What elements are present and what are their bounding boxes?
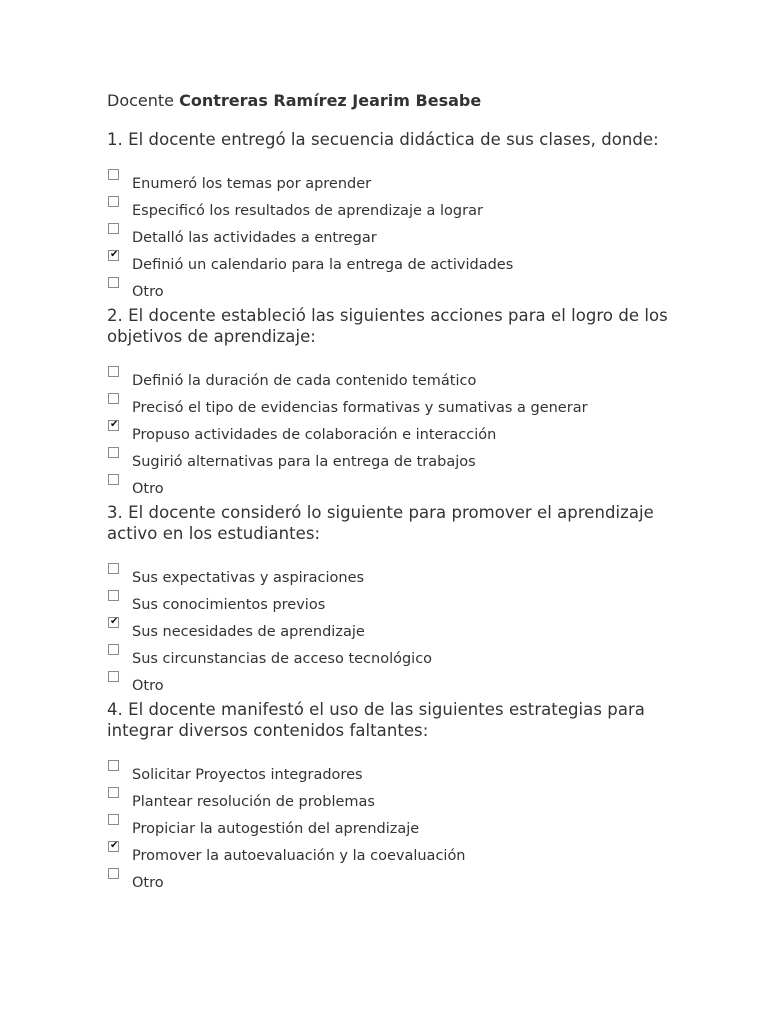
unchecked-checkbox[interactable] <box>108 169 119 180</box>
option-label: Otro <box>132 678 164 694</box>
option-item[interactable] <box>107 672 707 699</box>
option-item[interactable] <box>107 394 707 421</box>
unchecked-checkbox[interactable] <box>108 868 119 879</box>
unchecked-checkbox[interactable] <box>108 196 119 207</box>
checkmark-icon: ✔ <box>110 840 119 851</box>
checked-checkbox[interactable] <box>108 841 119 852</box>
option-label: Propiciar la autogestión del aprendizaje <box>132 821 420 837</box>
option-label: Otro <box>132 481 164 497</box>
option-list <box>107 170 707 305</box>
unchecked-checkbox[interactable] <box>108 223 119 234</box>
option-label: Otro <box>132 284 164 300</box>
option-item[interactable] <box>107 815 707 842</box>
option-item[interactable] <box>107 367 707 394</box>
option-item[interactable] <box>107 645 707 672</box>
option-item[interactable] <box>107 224 707 251</box>
option-label: Enumeró los temas por aprender <box>132 176 372 192</box>
question-2 <box>107 305 707 502</box>
option-label: Otro <box>132 875 164 891</box>
checkmark-icon: ✔ <box>110 249 119 260</box>
option-item[interactable] <box>107 448 707 475</box>
option-item[interactable] <box>107 761 707 788</box>
option-item[interactable] <box>107 197 707 224</box>
option-item[interactable] <box>107 618 707 645</box>
option-item[interactable] <box>107 421 707 448</box>
unchecked-checkbox[interactable] <box>108 474 119 485</box>
option-list <box>107 761 707 896</box>
option-label: Plantear resolución de problemas <box>132 794 375 810</box>
unchecked-checkbox[interactable] <box>108 393 119 404</box>
survey-document <box>107 91 707 896</box>
question-3 <box>107 502 707 699</box>
option-label: Definió un calendario para la entrega de actividades <box>132 257 514 273</box>
option-list <box>107 564 707 699</box>
question-text: 1. El docente entregó la secuencia didáctica de sus clases, donde: <box>107 130 659 149</box>
unchecked-checkbox[interactable] <box>108 366 119 377</box>
option-label: Sugirió alternativas para la entrega de trabajos <box>132 454 476 470</box>
option-label: Definió la duración de cada contenido temático <box>132 373 477 389</box>
teacher-line <box>107 91 707 111</box>
question-text: 3. El docente consideró lo siguiente para promover el aprendizaje activo en los estudiantes: <box>107 503 654 543</box>
option-label: Detalló las actividades a entregar <box>132 230 377 246</box>
question-text: 2. El docente estableció las siguientes acciones para el logro de los objetivos de aprendizaje: <box>107 306 668 346</box>
unchecked-checkbox[interactable] <box>108 787 119 798</box>
option-label: Sus necesidades de aprendizaje <box>132 624 365 640</box>
checked-checkbox[interactable] <box>108 617 119 628</box>
option-item[interactable] <box>107 278 707 305</box>
option-label: Especificó los resultados de aprendizaje a lograr <box>132 203 483 219</box>
checked-checkbox[interactable] <box>108 420 119 431</box>
option-item[interactable] <box>107 869 707 896</box>
option-label: Promover la autoevaluación y la coevaluación <box>132 848 466 864</box>
option-item[interactable] <box>107 170 707 197</box>
question-1 <box>107 129 707 305</box>
option-item[interactable] <box>107 251 707 278</box>
teacher-prefix: Docente <box>107 91 175 110</box>
option-item[interactable] <box>107 591 707 618</box>
question-text: 4. El docente manifestó el uso de las siguientes estrategias para integrar diversos contenidos faltantes: <box>107 700 645 740</box>
option-label: Precisó el tipo de evidencias formativas y sumativas a generar <box>132 400 588 416</box>
unchecked-checkbox[interactable] <box>108 671 119 682</box>
checked-checkbox[interactable] <box>108 250 119 261</box>
unchecked-checkbox[interactable] <box>108 644 119 655</box>
unchecked-checkbox[interactable] <box>108 277 119 288</box>
option-list <box>107 367 707 502</box>
option-label: Propuso actividades de colaboración e interacción <box>132 427 497 443</box>
unchecked-checkbox[interactable] <box>108 447 119 458</box>
option-label: Sus conocimientos previos <box>132 597 326 613</box>
unchecked-checkbox[interactable] <box>108 760 119 771</box>
option-item[interactable] <box>107 475 707 502</box>
option-label: Sus circunstancias de acceso tecnológico <box>132 651 433 667</box>
question-4 <box>107 699 707 896</box>
unchecked-checkbox[interactable] <box>108 563 119 574</box>
unchecked-checkbox[interactable] <box>108 814 119 825</box>
option-item[interactable] <box>107 564 707 591</box>
checkmark-icon: ✔ <box>110 616 119 627</box>
unchecked-checkbox[interactable] <box>108 590 119 601</box>
option-item[interactable] <box>107 788 707 815</box>
question-list <box>107 129 707 896</box>
option-label: Sus expectativas y aspiraciones <box>132 570 365 586</box>
checkmark-icon: ✔ <box>110 419 119 430</box>
option-label: Solicitar Proyectos integradores <box>132 767 363 783</box>
teacher-name: Contreras Ramírez Jearim Besabe <box>179 91 482 110</box>
option-item[interactable] <box>107 842 707 869</box>
